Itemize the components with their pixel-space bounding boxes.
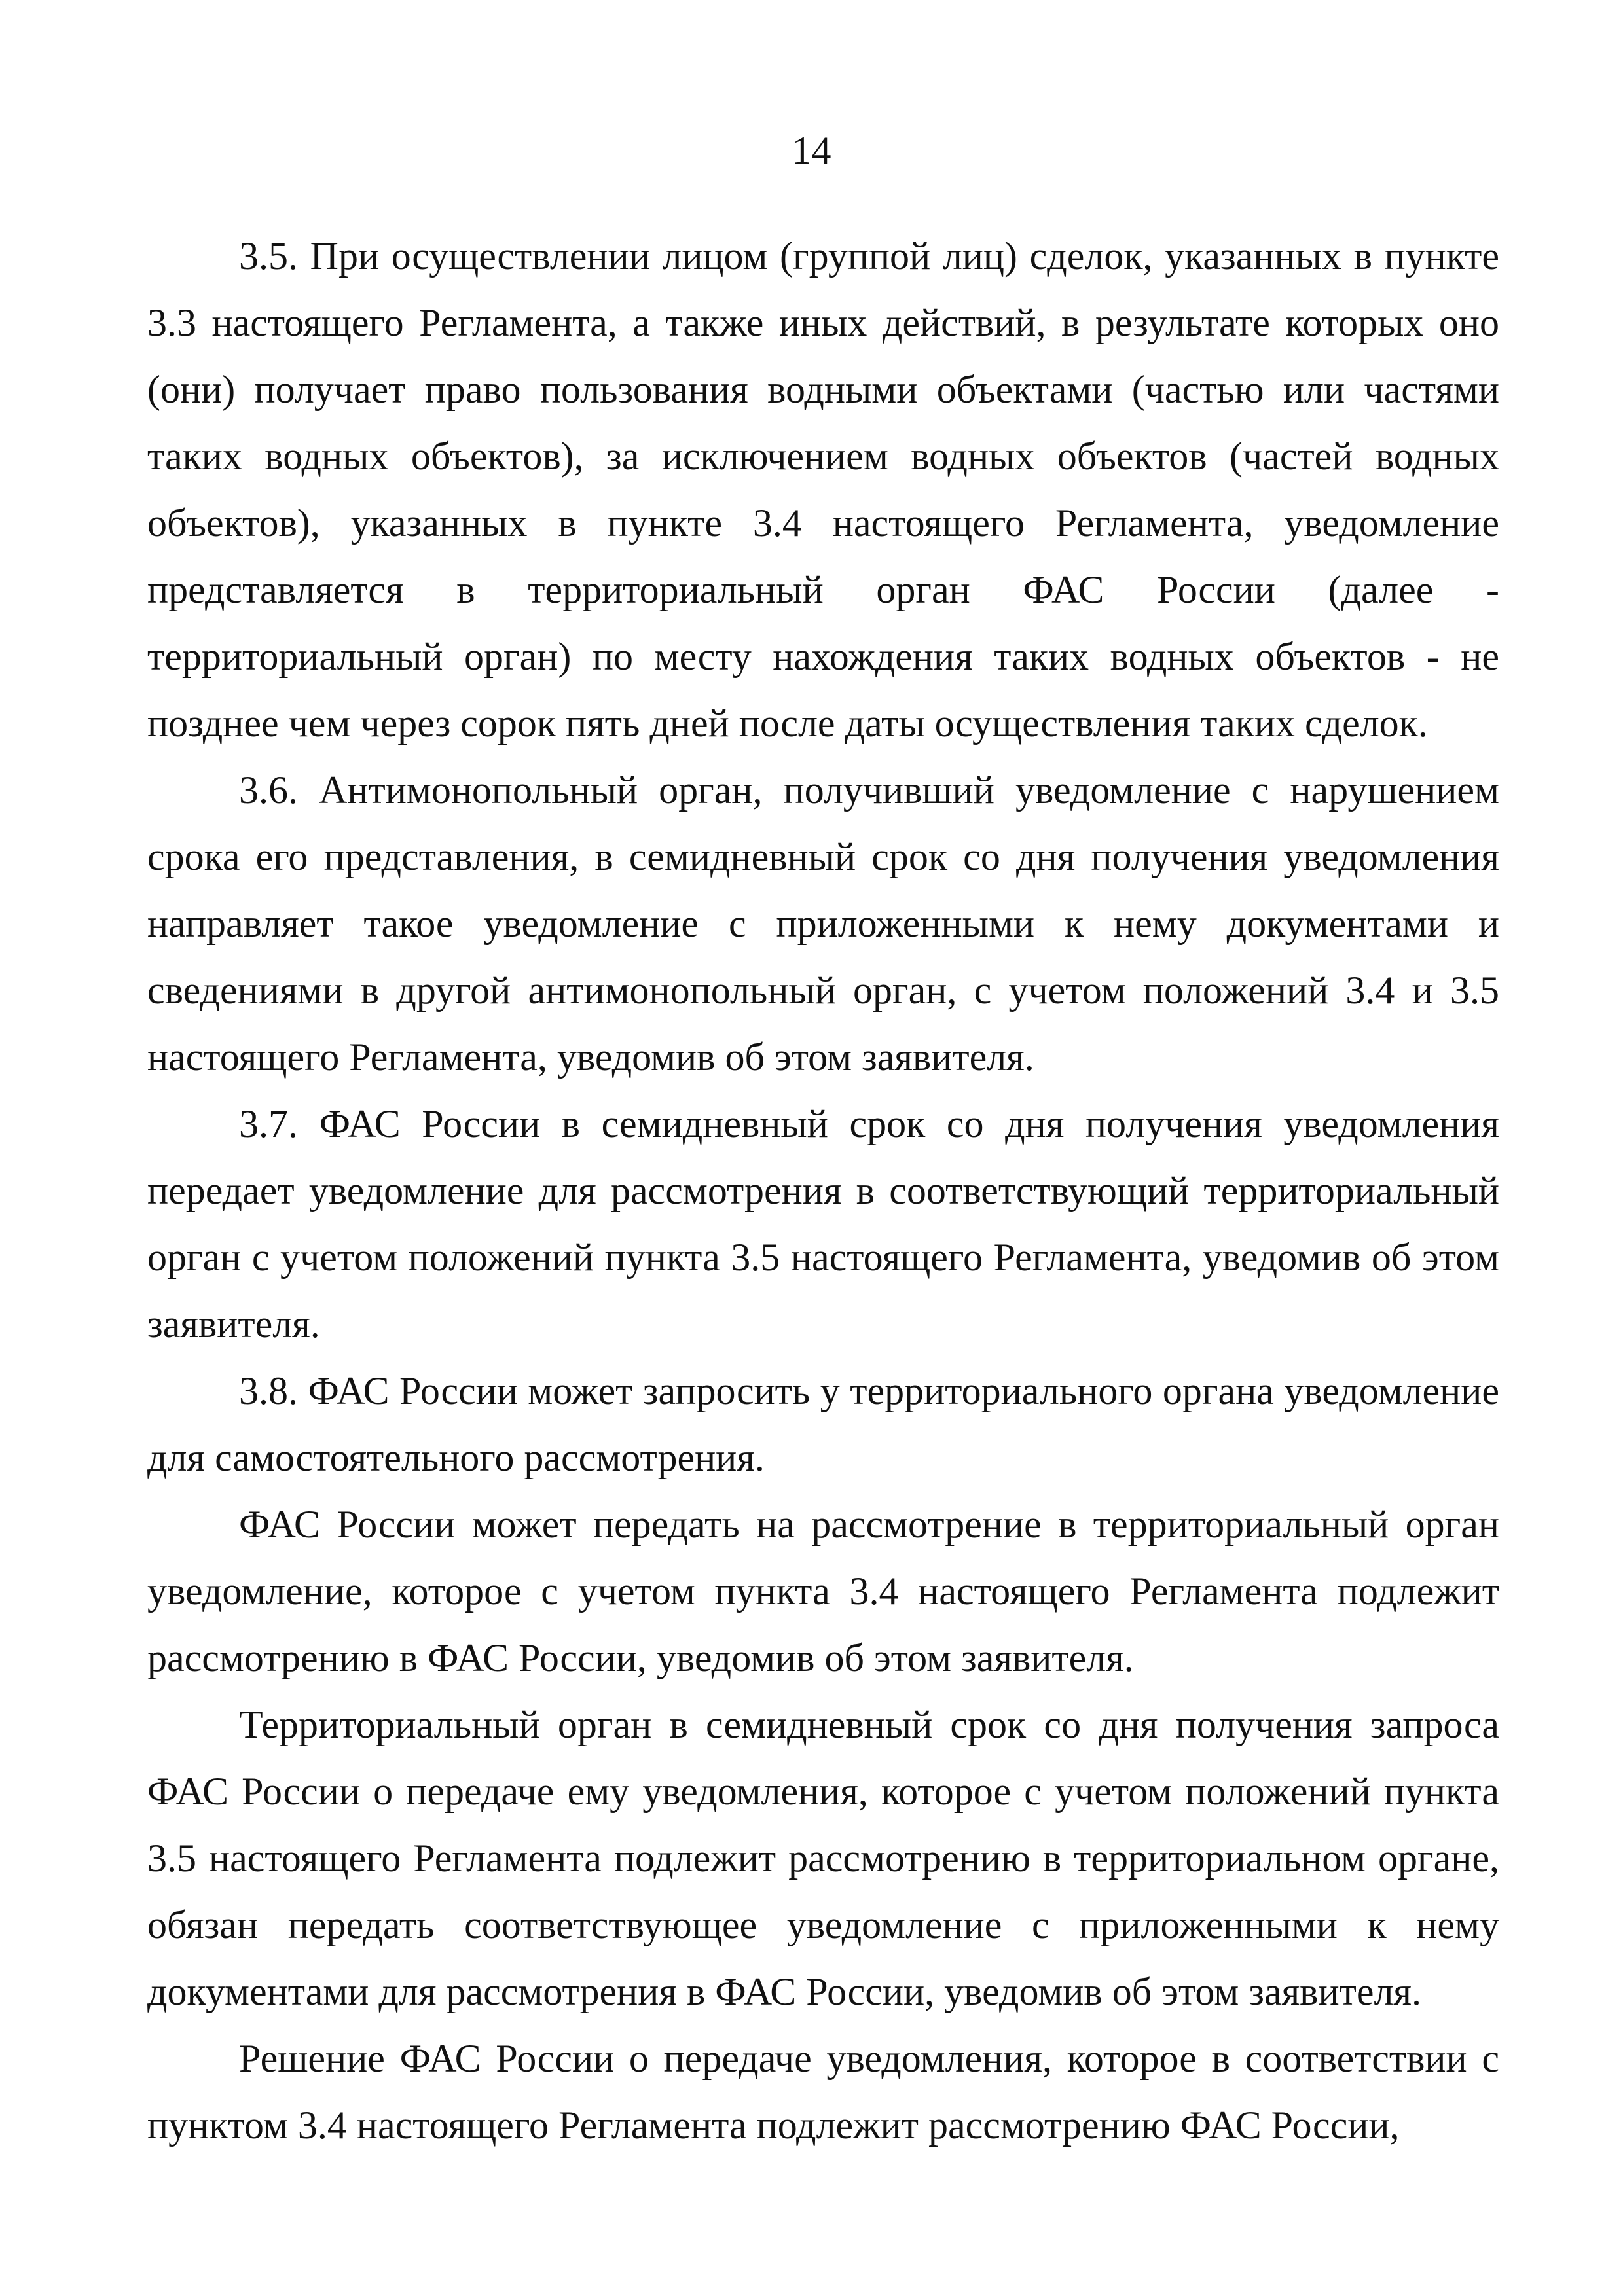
paragraph-territorial-obligation: Территориальный орган в семидневный срок со дня получения запроса ФАС России о передаче ему уведомления, которое с учетом положений пункта 3.5 настоящего Регламента подлежит рассмотрению в территориальном органе, обязан передать соответствующее уведомление с приложенными к нему документами для рассмотрения в ФАС России, уведомив об этом заявителя. [147,1703,1499,2013]
document-body [147,223,1499,2159]
paragraph-3-6: 3.6. Антимонопольный орган, получивший уведомление с нарушением срока его представления, в семидневный срок со дня получения уведомления направляет такое уведомление с приложенными к нему документами и сведениями в другой антимонопольный орган, с учетом положений 3.4 и 3.5 настоящего Регламента, уведомив об этом заявителя. [147,768,1499,1079]
paragraph-3-5: 3.5. При осуществлении лицом (группой лиц) сделок, указанных в пункте 3.3 настоящего Регламента, а также иных действий, в результате которых оно (они) получает право пользования водными объектами (частью или частями таких водных объектов), за исключением водных объектов (частей водных объектов), указанных в пункте 3.4 настоящего Регламента, уведомление представляется в территориальный орган ФАС России (далее - территориальный орган) по месту нахождения таких водных объектов - не позднее чем через сорок пять дней после даты осуществления таких сделок. [147,234,1499,745]
paragraph-transfer-to-territorial: ФАС России может передать на рассмотрение в территориальный орган уведомление, которое с учетом пункта 3.4 настоящего Регламента подлежит рассмотрению в ФАС России, уведомив об этом заявителя. [147,1503,1499,1679]
paragraph-3-8: 3.8. ФАС России может запросить у территориального органа уведомление для самостоятельного рассмотрения. [147,1369,1499,1479]
page-number: 14 [792,129,831,172]
paragraph-3-7: 3.7. ФАС России в семидневный срок со дня получения уведомления передает уведомление для рассмотрения в соответствующий территориальный орган с учетом положений пункта 3.5 настоящего Регламента, уведомив об этом заявителя. [147,1102,1499,1346]
paragraph-transfer-decision: Решение ФАС России о передаче уведомления, которое в соответствии с пунктом 3.4 настоящего Регламента подлежит рассмотрению ФАС России, [147,2037,1499,2147]
